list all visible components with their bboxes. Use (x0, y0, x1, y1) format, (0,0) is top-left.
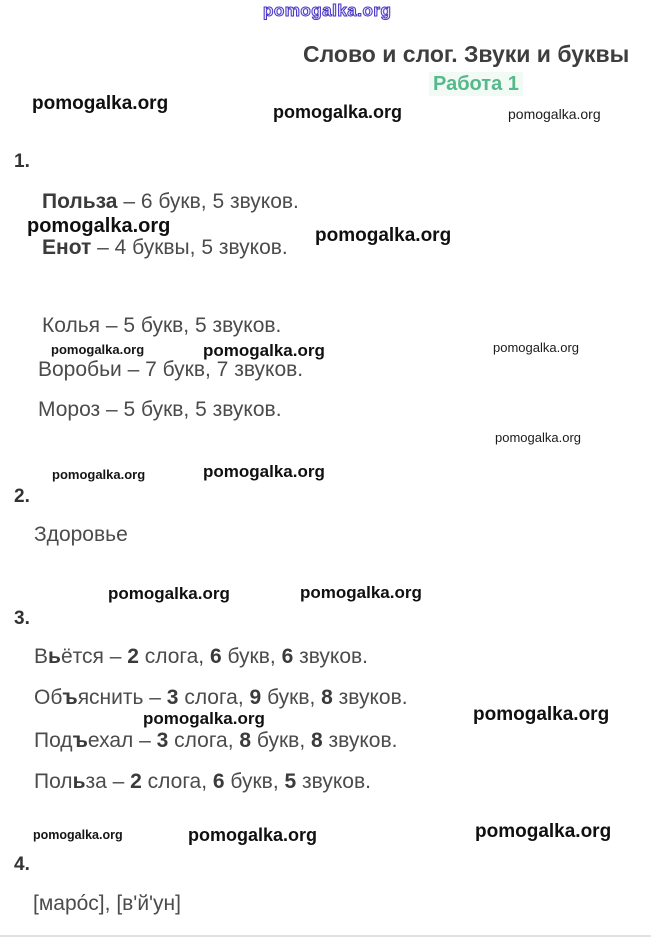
bold-segment: 9 (249, 686, 262, 709)
answer-line-polza-2 (34, 770, 371, 794)
answer-line-vorobyi (38, 358, 303, 382)
watermark: pomogalka.org (315, 225, 452, 246)
text-segment: букв, (261, 686, 322, 709)
text-segment: слога, (168, 729, 240, 752)
watermark: pomogalka.org (108, 584, 230, 603)
text-segment: звуков. (293, 645, 369, 668)
text-segment: ехал – (87, 729, 157, 752)
page-title: Слово и слог. Звуки и буквы (303, 41, 630, 68)
text-segment: Об (34, 686, 63, 709)
watermark: pomogalka.org (495, 430, 581, 445)
bold-segment: 8 (311, 729, 323, 752)
bold-segment: 6 (212, 770, 225, 793)
text-segment: Колья – 5 букв, 5 звуков. (42, 314, 282, 337)
text-segment: Мороз – 5 букв, 5 звуков. (38, 398, 282, 421)
bold-segment: 8 (239, 729, 252, 752)
bold-segment: 2 (130, 770, 142, 793)
answer-line-podyekhal (34, 729, 397, 753)
bold-segment: Енот (42, 236, 92, 259)
text-segment: букв, (224, 770, 285, 793)
bold-segment: ъ (62, 686, 78, 709)
answer-line-zdorovye (34, 523, 128, 547)
text-segment: звуков. (322, 729, 398, 752)
watermark-logo: pomogalka.org (263, 1, 392, 20)
text-segment: слога, (138, 645, 210, 668)
text-segment: Здоровье (34, 523, 128, 546)
bold-segment: 5 (284, 770, 297, 793)
text-segment: букв, (251, 729, 312, 752)
answer-line-vyotsya (34, 645, 368, 669)
answer-line-transcription (33, 892, 181, 916)
section-number-4: 4. (14, 854, 30, 875)
watermark: pomogalka.org (33, 828, 123, 842)
text-segment: Воробьи – 7 букв, 7 звуков. (38, 358, 304, 381)
bold-segment: 3 (166, 686, 179, 709)
watermark: pomogalka.org (273, 102, 403, 122)
watermark: pomogalka.org (143, 709, 265, 728)
answer-line-obyasnit (34, 686, 408, 710)
answer-line-polza (42, 190, 299, 214)
watermark: pomogalka.org (188, 825, 318, 845)
text-segment: В (34, 645, 49, 668)
answer-line-kolya (42, 314, 281, 338)
text-segment: яснить – (77, 686, 167, 709)
watermark: pomogalka.org (203, 462, 325, 481)
text-segment: ётся – (60, 645, 128, 668)
watermark: pomogalka.org (473, 704, 610, 725)
watermark: pomogalka.org (300, 583, 422, 602)
bold-segment: 8 (321, 686, 333, 709)
watermark: pomogalka.org (32, 93, 169, 114)
text-segment: слога, (141, 770, 213, 793)
section-number-1: 1. (14, 151, 30, 172)
bold-segment: 3 (156, 729, 169, 752)
text-segment: за – (85, 770, 131, 793)
bold-segment: ъ (72, 729, 88, 752)
bold-segment: 2 (127, 645, 139, 668)
text-segment: Под (34, 729, 73, 752)
answer-line-enot (42, 236, 288, 260)
text-segment: звуков. (332, 686, 408, 709)
text-segment: букв, (221, 645, 282, 668)
watermark: pomogalka.org (27, 215, 171, 237)
bold-segment: 6 (281, 645, 294, 668)
section-number-3: 3. (14, 608, 30, 629)
bold-segment: Польза (42, 190, 118, 213)
text-segment: – 6 букв, 5 звуков. (117, 190, 299, 213)
text-segment: Пол (34, 770, 73, 793)
watermark: pomogalka.org (52, 467, 146, 482)
text-segment: [марóс], [в'й'ун] (33, 892, 181, 915)
watermark: pomogalka.org (203, 341, 325, 360)
text-segment: слога, (178, 686, 250, 709)
watermark: pomogalka.org (51, 342, 145, 357)
watermark: pomogalka.org (475, 821, 612, 842)
text-segment: звуков. (296, 770, 371, 793)
watermark: pomogalka.org (508, 106, 601, 122)
text-segment: – 4 буквы, 5 звуков. (91, 236, 288, 259)
answer-line-moroz (38, 398, 282, 422)
bold-segment: ь (48, 645, 61, 668)
watermark: pomogalka.org (493, 340, 579, 355)
work-subtitle: Работа 1 (429, 72, 523, 96)
bold-segment: ь (72, 770, 86, 793)
section-number-2: 2. (14, 486, 30, 507)
bold-segment: 6 (209, 645, 222, 668)
